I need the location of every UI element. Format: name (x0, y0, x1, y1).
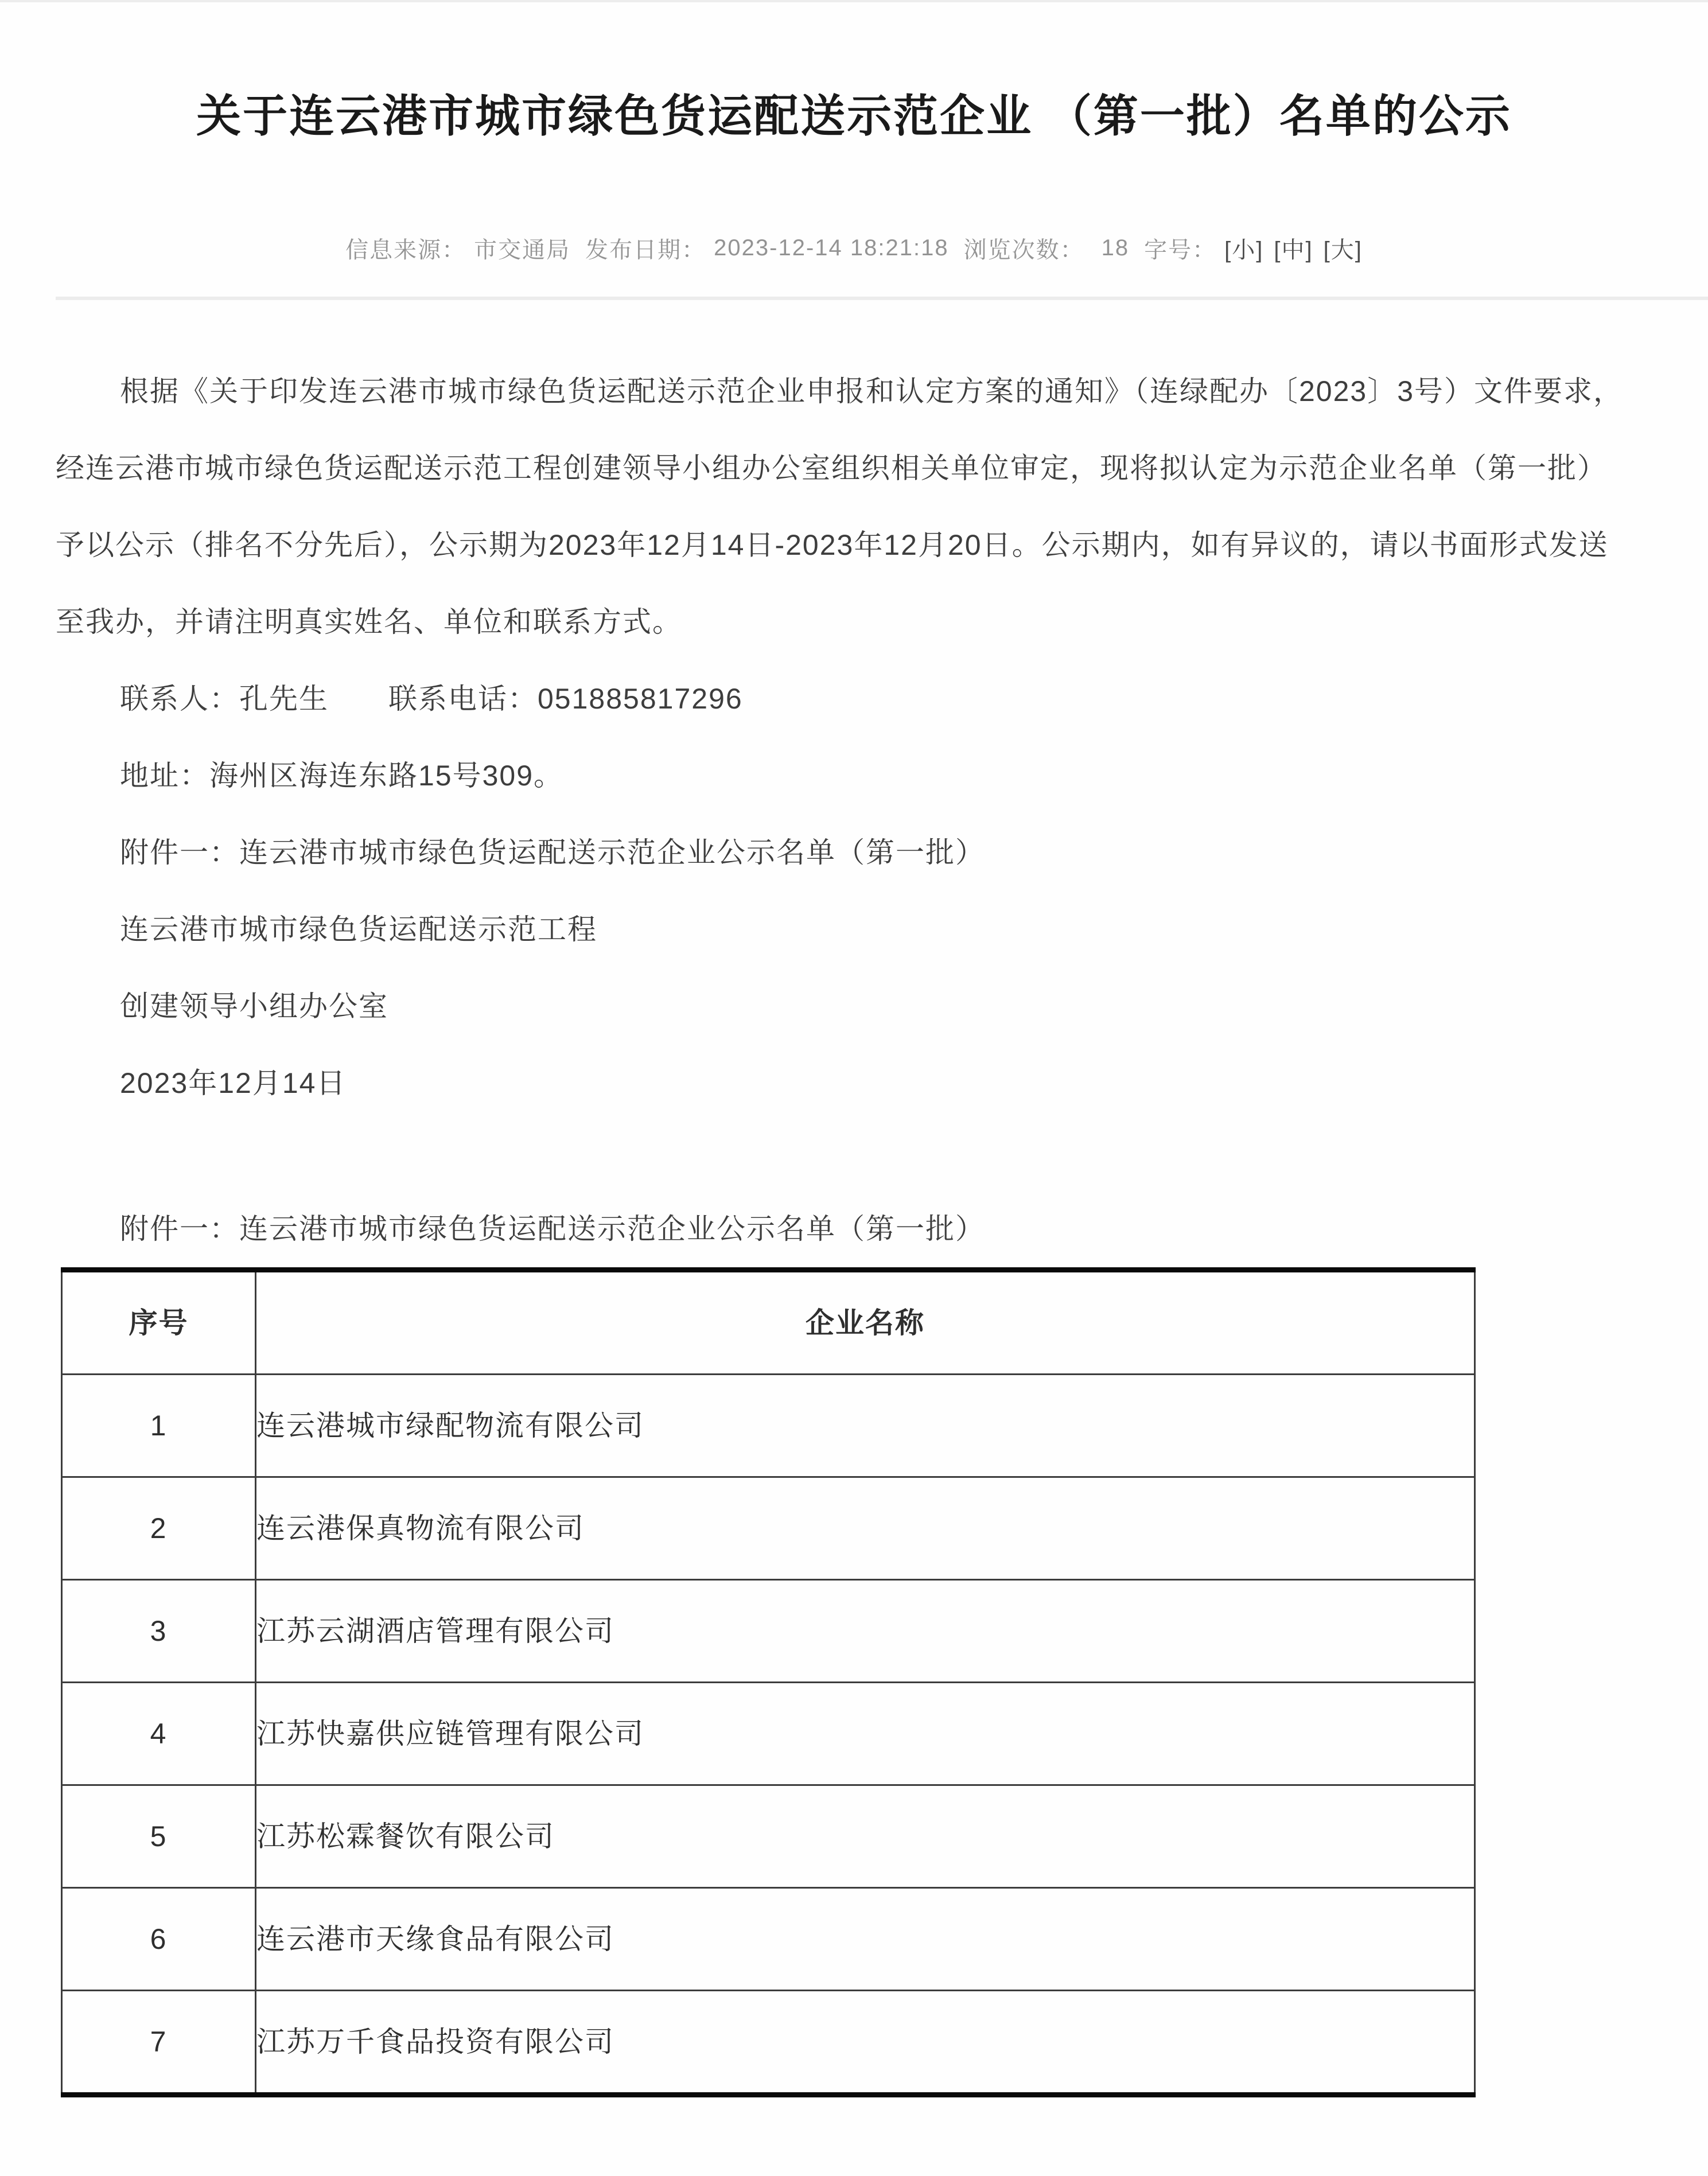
table-row (62, 1887, 1475, 1990)
sign-date-line: 2023年12月14日 (120, 1066, 347, 1099)
address-line: 地址：海州区海连东路15号309。 (120, 759, 564, 792)
header-index: 序号 (62, 1270, 256, 1374)
meta-source-label: 信息来源： (345, 237, 466, 263)
meta-views-value: 18 (1101, 235, 1130, 260)
row-index-cell: 3 (62, 1579, 256, 1682)
row-index-cell: 5 (62, 1785, 256, 1887)
meta-publish-date (585, 232, 948, 264)
table-row (62, 1477, 1475, 1579)
main-paragraph-line-2: 经连云港市城市绿色货运配送示范工程创建领导小组办公室组织相关单位审定，现将拟认定为示范企业名单（第一批） (56, 451, 1607, 484)
header-company-name: 企业名称 (256, 1270, 1475, 1374)
table-header-row (62, 1270, 1475, 1374)
company-name-cell: 江苏云湖酒店管理有限公司 (256, 1579, 1475, 1682)
company-name-cell: 江苏万千食品投资有限公司 (256, 1990, 1475, 2095)
row-index-cell: 2 (62, 1477, 256, 1579)
meta-source (345, 232, 570, 264)
main-paragraph-line-3: 予以公示（排名不分先后），公示期为2023年12月14日-2023年12月20日。公示期内，如有异议的，请以书面形式发送 (56, 528, 1609, 561)
company-name-cell: 江苏快嘉供应链管理有限公司 (256, 1682, 1475, 1785)
main-paragraph-line-1: 根据《关于印发连云港市城市绿色货运配送示范企业申报和认定方案的通知》（连绿配办〔2023〕3号）文件要求， (120, 375, 1624, 407)
meta-date-label: 发布日期： (585, 237, 706, 263)
table-row (62, 1785, 1475, 1887)
page-top-border (0, 0, 1708, 2)
table-row (62, 1990, 1475, 2095)
fontsize-options (1224, 232, 1363, 264)
company-name-cell: 连云港城市绿配物流有限公司 (256, 1374, 1475, 1477)
row-index-cell: 4 (62, 1682, 256, 1785)
company-table-body (62, 1374, 1475, 2095)
contact-line: 联系人：孔先生 联系电话：051885817296 (120, 682, 743, 715)
header-divider (56, 297, 1708, 300)
company-name-cell: 连云港市天缘食品有限公司 (256, 1887, 1475, 1990)
fontsize-large-button[interactable]: [大] (1323, 237, 1363, 263)
fontsize-label: 字号： (1144, 237, 1217, 263)
fontsize-small-button[interactable]: [小] (1224, 237, 1264, 263)
fontsize-medium-button[interactable]: [中] (1274, 237, 1313, 263)
meta-views-label: 浏览次数： (963, 237, 1084, 263)
article-body (56, 353, 1695, 2097)
org-name-line-2: 创建领导小组办公室 (120, 990, 388, 1022)
row-index-cell: 6 (62, 1887, 256, 1990)
table-caption: 附件一：连云港市城市绿色货运配送示范企业公示名单（第一批） (120, 1212, 985, 1245)
main-paragraph-line-4: 至我办，并请注明真实姓名、单位和联系方式。 (56, 605, 682, 638)
table-row (62, 1579, 1475, 1682)
meta-fontsize-control (1144, 232, 1363, 264)
meta-view-count (964, 232, 1130, 264)
meta-source-value: 市交通局 (474, 237, 571, 263)
companies-table (61, 1267, 1476, 2097)
table-row (62, 1374, 1475, 1477)
page-title: 关于连云港市城市绿色货运配送示范企业 （第一批）名单的公示 (196, 91, 1512, 141)
article-meta-bar (0, 232, 1708, 264)
attachment-line: 附件一：连云港市城市绿色货运配送示范企业公示名单（第一批） (120, 836, 985, 869)
table-row (62, 1682, 1475, 1785)
row-index-cell: 7 (62, 1990, 256, 2095)
org-name-line-1: 连云港市城市绿色货运配送示范工程 (120, 913, 597, 945)
company-name-cell: 江苏松霖餐饮有限公司 (256, 1785, 1475, 1887)
meta-date-value: 2023-12-14 18:21:18 (714, 235, 949, 260)
company-name-cell: 连云港保真物流有限公司 (256, 1477, 1475, 1579)
row-index-cell: 1 (62, 1374, 256, 1477)
